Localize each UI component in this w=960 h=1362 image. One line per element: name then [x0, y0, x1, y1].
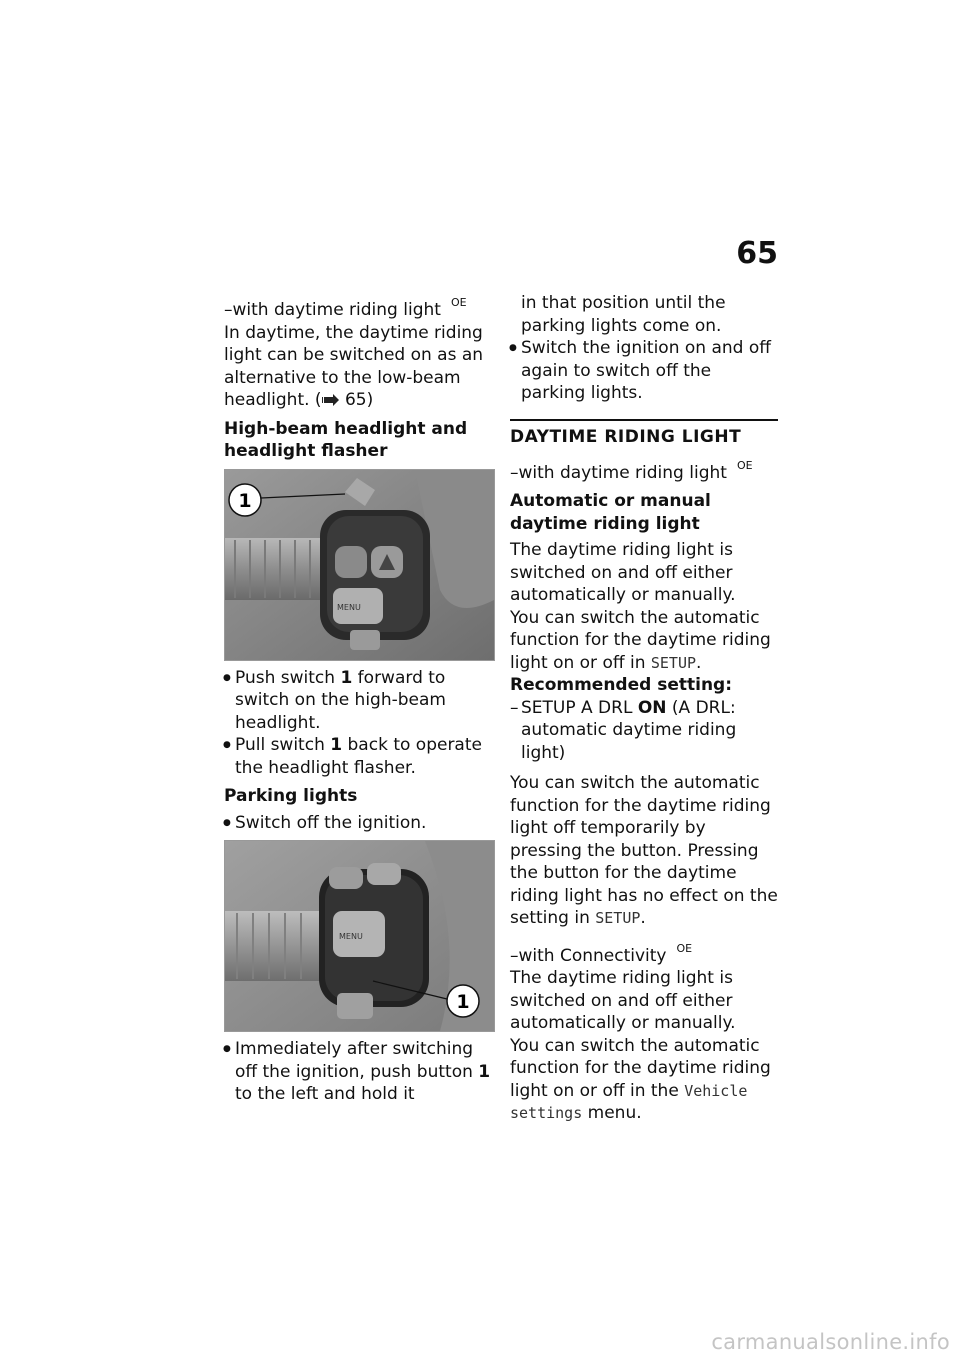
paragraph-connectivity: The daytime riding light is switched on and off either automatically or manually. — [510, 968, 736, 1033]
condition-connectivity: –with Connectivity $^{OE}$ — [510, 941, 693, 966]
paragraph-setup: You can switch the automatic function for the daytime riding light on or off in SETUP. — [510, 607, 771, 673]
bullet-push-switch: ● Push switch 1 forward to switch on the high-beam headlight. — [224, 667, 494, 735]
left-column — [224, 292, 494, 1106]
heading-parking-lights: Parking lights — [224, 786, 358, 806]
page-number: 65 — [736, 236, 778, 271]
paragraph-auto-manual: The daytime riding light is switched on and off either automatically or manually. — [510, 540, 736, 605]
condition-daytime-light-2: –with daytime riding light $^{OE}$ — [510, 458, 753, 483]
page-ref-arrow-icon[interactable] — [322, 389, 340, 412]
heading-daytime-riding-light: DAYTIME RIDING LIGHT — [510, 419, 778, 447]
condition-daytime-light: –with daytime riding light $^{OE}$ — [224, 296, 467, 320]
continued-text: in that position until the parking lights come on. — [521, 293, 726, 336]
recommended-setting-value: – SETUP A DRL ON (A DRL: automatic daytime riding light) — [510, 697, 778, 765]
right-column — [510, 292, 778, 1125]
intro-paragraph: In daytime, the daytime riding light can be switched on as an alternative to the low-beam headlight. ( 65) — [224, 322, 484, 410]
watermark: carmanualsonline.info — [711, 1330, 950, 1354]
paragraph-temporary-off: You can switch the automatic function for the daytime riding light off temporarily by pressing the button. Pressing the button for the daytime riding light has no effect on the setting in SETUP. — [510, 773, 778, 928]
svg-text:1: 1 — [456, 991, 470, 1013]
svg-text:1: 1 — [238, 489, 252, 512]
svg-text:MENU: MENU — [337, 602, 361, 612]
svg-text:MENU: MENU — [339, 932, 363, 941]
bullet-switch-off-ignition: ● Switch off the ignition. — [224, 812, 494, 835]
bullet-push-button-left: ● Immediately after switching off the ignition, push button 1 to the left and hold it — [224, 1038, 494, 1106]
paragraph-vehicle-settings: You can switch the automatic function for the daytime riding light on or off in the Vehicle settings menu. — [510, 1035, 771, 1123]
recommended-setting-label: Recommended setting: — [510, 675, 733, 695]
bullet-pull-switch: ● Pull switch 1 back to operate the headlight flasher. — [224, 734, 494, 779]
heading-high-beam: High-beam headlight and headlight flasher — [224, 418, 468, 461]
heading-automatic-manual: Automatic or manual daytime riding light — [510, 491, 711, 534]
handlebar-switch-image-2 — [224, 840, 495, 1032]
bullet-switch-ignition-on-off: ● Switch the ignition on and off again to switch off the parking lights. — [510, 337, 778, 405]
handlebar-switch-image-1 — [224, 469, 495, 661]
